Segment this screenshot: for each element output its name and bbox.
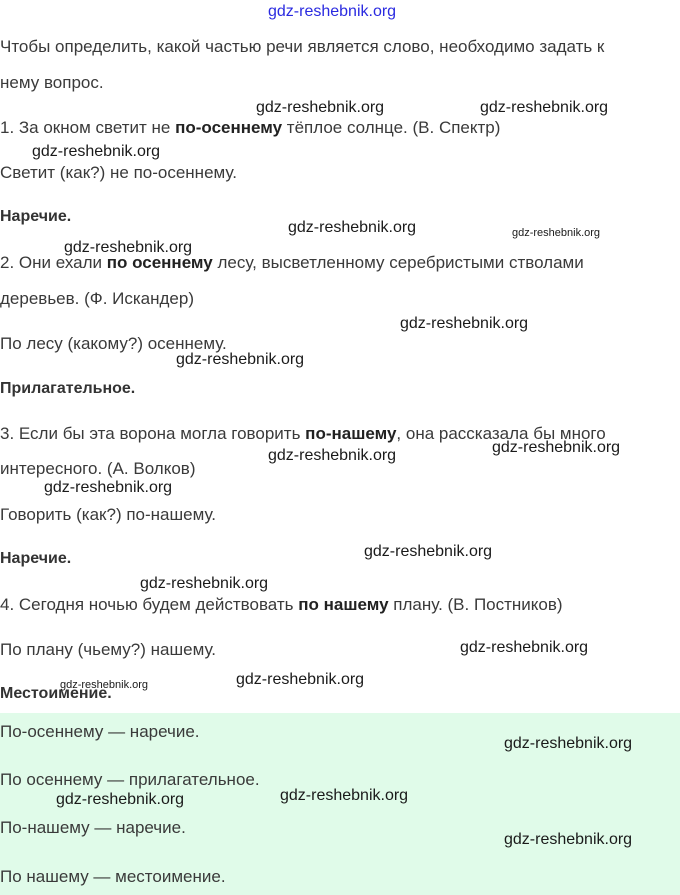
watermark: gdz-reshebnik.org: [480, 99, 609, 116]
answer-2: Прилагательное.: [0, 380, 136, 397]
example-sentence-3: 3. Если бы эта ворона могла говорить по-нашему, она рассказала бы много: [0, 424, 606, 443]
analysis-1: Светит (как?) не по-осеннему.: [0, 163, 237, 182]
intro-line-2: нему вопрос.: [0, 73, 104, 92]
example-sentence-2-cont: деревьев. (Ф. Искандер): [0, 289, 194, 308]
watermark: gdz-reshebnik.org: [492, 439, 621, 456]
analysis-3: Говорить (как?) по-нашему.: [0, 505, 216, 524]
answer-1: Наречие.: [0, 208, 72, 225]
answer-3: Наречие.: [0, 550, 72, 567]
watermark: gdz-reshebnik.org: [504, 735, 633, 752]
watermark: gdz-reshebnik.org: [364, 543, 493, 560]
summary-line-1: По-осеннему — наречие.: [0, 722, 200, 741]
summary-line-3: По-нашему — наречие.: [0, 818, 186, 837]
watermark: gdz-reshebnik.org: [32, 143, 161, 160]
header-watermark: gdz-reshebnik.org: [268, 3, 397, 20]
summary-line-2: По осеннему — прилагательное.: [0, 770, 260, 789]
watermark: gdz-reshebnik.org: [140, 575, 269, 592]
analysis-2: По лесу (какому?) осеннему.: [0, 334, 227, 353]
example-sentence-3-cont: интересного. (А. Волков): [0, 459, 196, 478]
example-sentence-2: 2. Они ехали по осеннему лесу, высветленному серебристыми стволами: [0, 253, 584, 272]
watermark: gdz-reshebnik.org: [288, 219, 417, 236]
watermark: gdz-reshebnik.org: [268, 447, 397, 464]
summary-line-4: По нашему — местоимение.: [0, 867, 226, 886]
example-sentence-1: 1. За окном светит не по-осеннему тёплое солнце. (В. Спектр): [0, 118, 501, 137]
watermark: gdz-reshebnik.org: [280, 787, 409, 804]
analysis-4: По плану (чьему?) нашему.: [0, 640, 216, 659]
watermark: gdz-reshebnik.org: [56, 791, 185, 808]
watermark: gdz-reshebnik.org: [400, 315, 529, 332]
highlighted-word: по-осеннему: [175, 118, 283, 137]
example-sentence-4: 4. Сегодня ночью будем действовать по нашему плану. (В. Постников): [0, 595, 563, 614]
watermark: gdz-reshebnik.org: [460, 639, 589, 656]
watermark: gdz-reshebnik.org: [512, 227, 601, 239]
watermark: gdz-reshebnik.org: [176, 351, 305, 368]
watermark: gdz-reshebnik.org: [64, 239, 193, 256]
watermark: gdz-reshebnik.org: [236, 671, 365, 688]
intro-line-1: Чтобы определить, какой частью речи является слово, необходимо задать к: [0, 37, 605, 56]
watermark: gdz-reshebnik.org: [44, 479, 173, 496]
highlighted-word: по нашему: [298, 595, 389, 614]
watermark: gdz-reshebnik.org: [504, 831, 633, 848]
watermark: gdz-reshebnik.org: [256, 99, 385, 116]
highlighted-word: по-нашему: [305, 424, 397, 443]
answer-4: Местоимение.: [0, 685, 112, 702]
watermark: gdz-reshebnik.org: [60, 679, 149, 691]
highlighted-word: по осеннему: [106, 253, 213, 272]
